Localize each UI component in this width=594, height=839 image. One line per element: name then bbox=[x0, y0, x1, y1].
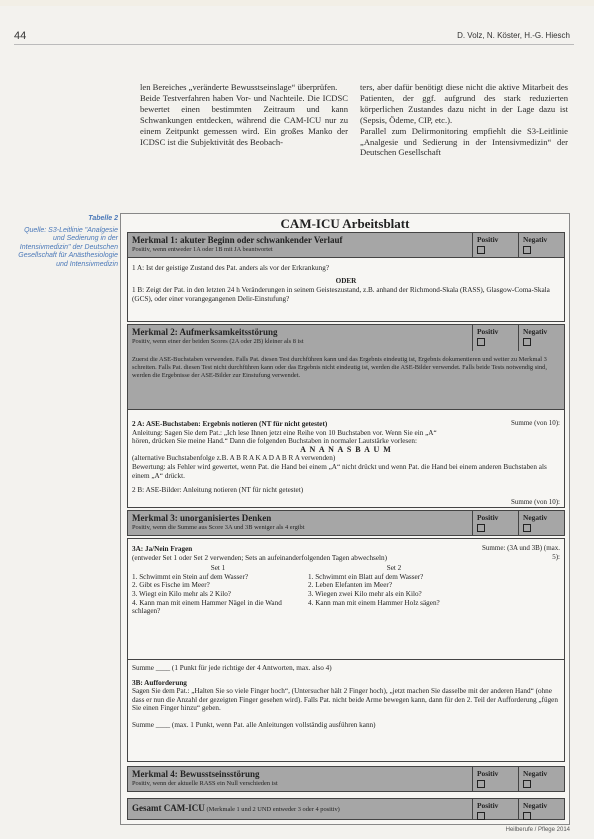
m2-summe-a: Summe (von 10): bbox=[511, 419, 560, 427]
total-sub: (Merkmale 1 und 2 UND entweder 3 oder 4 positiv) bbox=[206, 806, 340, 813]
m3-set2-q2: 2. Leben Elefanten im Meer? bbox=[308, 581, 393, 590]
m1-positiv-checkbox[interactable] bbox=[477, 246, 485, 254]
m3-positiv: Positiv bbox=[472, 511, 518, 535]
sheet-title: CAM-ICU Arbeitsblatt bbox=[280, 216, 410, 231]
m4-header bbox=[127, 766, 565, 792]
m1-oder: ODER bbox=[335, 276, 357, 285]
m3-sub: Positiv, wenn die Summe aus Score 3A und 3B weniger als 4 ergibt bbox=[132, 524, 305, 531]
right-column bbox=[360, 82, 568, 158]
m3-set1-q1: 1. Schwimmt ein Stein auf dem Wasser? bbox=[132, 572, 249, 581]
m2-a-text2: Bewertung: als Fehler wird gewertet, wenn Pat. die Hand bei einem „A“ nicht drückt und wenn Pat. die Hand bei einem anderen Buchstaben als einem „A“ drückt. bbox=[132, 462, 547, 480]
m2-a-alt: (alternative Buchstabenfolge z.B. A B R A K A D A B R A verwenden) bbox=[132, 454, 336, 463]
m3-set2 bbox=[308, 564, 480, 616]
total-positiv: Positiv bbox=[472, 799, 518, 819]
m4-negativ: Negativ bbox=[518, 767, 564, 791]
m3-negativ: Negativ bbox=[518, 511, 564, 535]
m2-summe-b: Summe (von 10): bbox=[511, 498, 560, 506]
m2-a-text1: Anleitung: Sagen Sie dem Pat.: „Ich lese Ihnen jetzt eine Reihe von 10 Buchstaben vor. Wenn Sie ein „A“ hören, drücken Sie meine Hand.“ Dann die folgenden Buchstaben in normaler Lautstärke vorlesen: bbox=[132, 428, 437, 446]
total-negativ-checkbox[interactable] bbox=[523, 812, 531, 820]
m2-title: Merkmal 2: Aufmerksamkeitsstörung bbox=[132, 327, 278, 337]
total-title: Gesamt CAM-ICU bbox=[132, 803, 205, 813]
m3-set2-q1: 1. Schwimmt ein Blatt auf dem Wasser? bbox=[308, 572, 424, 581]
m3-positiv-checkbox[interactable] bbox=[477, 524, 485, 532]
caption-text: Quelle: S3-Leitlinie "Analgesie und Sedierung in der Intensivmedizin" der Deutschen Gesellschaft für Anästhesiologie und Intensivmedizin bbox=[18, 226, 118, 268]
m4-negativ-checkbox[interactable] bbox=[523, 780, 531, 788]
m2-sub: Positiv, wenn einer der beiden Scores (2A oder 2B) kleiner als 8 ist bbox=[132, 338, 304, 345]
m2-positiv: Positiv bbox=[472, 325, 518, 351]
left-para-1: len Bereiches „veränderte Bewusstseinslage“ überprüfen. bbox=[140, 82, 338, 92]
left-para-2: Beide Testverfahren haben Vor- und Nachteile. Die ICDSC bewertet einen bestimmten Zeitraum und kann Schwankungen entdecken, während die CAM-ICU nur zu einem Zeitpunkt gemessen wird. Ein großes Manko der ICDSC ist die Subjektivität des Beobach- bbox=[140, 92, 348, 147]
m4-title: Merkmal 4: Bewusstseinsstörung bbox=[132, 769, 260, 779]
m2-word: A N A N A S B A U M bbox=[300, 444, 392, 454]
table-caption bbox=[14, 215, 118, 270]
m1-header bbox=[127, 232, 565, 258]
m2-negativ: Negativ bbox=[518, 325, 564, 351]
m2-a-head: 2 A: ASE-Buchstaben: Ergebnis notieren (NT für nicht getestet) bbox=[132, 420, 328, 428]
total-box bbox=[127, 798, 565, 820]
m4-positiv-checkbox[interactable] bbox=[477, 780, 485, 788]
top-strip bbox=[0, 0, 594, 6]
m1-title: Merkmal 1: akuter Beginn oder schwankender Verlauf bbox=[132, 235, 343, 245]
left-column bbox=[140, 82, 348, 147]
m3-a-head: 3A: Ja/Nein Fragen bbox=[132, 545, 193, 553]
m3-set2-q3: 3. Wiegen zwei Kilo mehr als ein Kilo? bbox=[308, 589, 422, 598]
m3-set1 bbox=[132, 564, 304, 616]
m3-header bbox=[127, 510, 565, 536]
m3-b-head: 3B: Aufforderung bbox=[132, 678, 187, 687]
m1-sub: Positiv, wenn entweder 1A oder 1B mit JA beantwortet bbox=[132, 246, 273, 253]
total-negativ: Negativ bbox=[518, 799, 564, 819]
m4-positiv: Positiv bbox=[472, 767, 518, 791]
m1-positiv: Positiv bbox=[472, 233, 518, 257]
m3-summe-line2: Summe ____ (max. 1 Punkt, wenn Pat. alle Anleitungen vollständig ausführen kann) bbox=[132, 720, 376, 729]
m3-title: Merkmal 3: unorganisiertes Denken bbox=[132, 513, 272, 523]
m3-set2-label: Set 2 bbox=[386, 564, 402, 573]
right-para-2: Parallel zum Delirmonitoring empfiehlt die S3-Leitlinie „Analgesie und Sedierung in der Intensivmedizin“ der Deutschen Gesellschaft bbox=[360, 125, 568, 158]
m4-sub: Positiv, wenn der aktuelle RASS ein Null verschieden ist bbox=[132, 780, 278, 787]
m1-body bbox=[127, 258, 565, 322]
m3-b-box bbox=[127, 660, 565, 762]
m3-set1-label: Set 1 bbox=[210, 564, 226, 573]
m3-a-sub: (entweder Set 1 oder Set 2 verwenden; Sets an aufeinanderfolgenden Tagen abwechseln) bbox=[132, 553, 388, 562]
m3-sets bbox=[132, 564, 560, 616]
page-number: 44 bbox=[14, 30, 27, 42]
m3-set1-q2: 2. Gibt es Fische im Meer? bbox=[132, 581, 210, 590]
m2-positiv-checkbox[interactable] bbox=[477, 338, 485, 346]
m3-b-text: Sagen Sie dem Pat.: „Halten Sie so viele Finger hoch“, (Untersucher hält 2 Finger hoch), „jetzt machen Sie dasselbe mit der anderen Hand“ (ohne dass er nun die Anzahl der gezeigten Finger gesehen wird). Falls Pat. nicht beide Arme bewegen kann, dann für den 2. Teil der Aufforderung „fügen Sie einen Finger hinzu“ geben. bbox=[132, 687, 558, 713]
m3-summe: Summe: (3A und 3B) (max. 5): bbox=[482, 544, 560, 561]
m2-b-head: 2 B: ASE-Bilder: Anleitung notieren (NT für nicht getestet) bbox=[132, 486, 304, 495]
m2-negativ-checkbox[interactable] bbox=[523, 338, 531, 346]
m2-body bbox=[127, 410, 565, 508]
m3-set2-q4: 4. Kann man mit einem Hammer Holz sägen? bbox=[308, 598, 440, 607]
cam-icu-sheet bbox=[120, 213, 570, 825]
m2-intro: Zuerst die ASE-Buchstaben verwenden. Falls Pat. diesen Test durchführen kann und das Ergebnis eindeutig ist, Ergebnis dokumentieren und weiter zu Merkmal 3 schreiten. Falls Pat. diesen Test nicht durchführen kann oder das Ergebnis nicht eindeutig ist, werden die ASE-Bilder verwendet. Falls beide Tests notwendig sind, werden die Ergebnisse der ASE-Bilder zur Einstufung verwendet. bbox=[132, 356, 547, 379]
total-positiv-checkbox[interactable] bbox=[477, 812, 485, 820]
m1-question-b: 1 B: Zeigt der Pat. in den letzten 24 h Veränderungen in seinem Geisteszustand, z.B. anhand der Richmond-Skala (RASS), Glasgow-Coma-Skala (GCS), oder einer vorangegangenen Delir-Einstufung? bbox=[132, 286, 550, 303]
m1-negativ: Negativ bbox=[518, 233, 564, 257]
right-para-1: ters, aber dafür benötigt diese nicht die aktive Mitarbeit des Patienten, der ggf. aufgrund des stark reduzierten körperlichen Zustandes dazu nicht in der Lage dazu ist (Sepsis, Ödeme, CIP, etc.). bbox=[360, 82, 568, 125]
header-rule bbox=[14, 44, 574, 45]
m2-header bbox=[127, 324, 565, 410]
m3-summe-line1: Summe ____ (1 Punkt für jede richtige der 4 Antworten, max. also 4) bbox=[132, 664, 332, 672]
running-authors: D. Volz, N. Köster, H.-G. Hiesch bbox=[457, 31, 570, 40]
caption-label: Tabelle 2 bbox=[88, 215, 118, 222]
m3-set1-q4: 4. Kann man mit einem Hammer Nägel in die Wand schlagen? bbox=[132, 598, 282, 616]
page-footer: Heilberufe / Pflege 2014 bbox=[505, 827, 570, 833]
m3-ab-box bbox=[127, 538, 565, 660]
m1-negativ-checkbox[interactable] bbox=[523, 246, 531, 254]
m3-negativ-checkbox[interactable] bbox=[523, 524, 531, 532]
m1-question-a: 1 A: Ist der geistige Zustand des Pat. anders als vor der Erkrankung? bbox=[132, 264, 330, 272]
m3-set1-q3: 3. Wiegt ein Kilo mehr als 2 Kilo? bbox=[132, 589, 231, 598]
